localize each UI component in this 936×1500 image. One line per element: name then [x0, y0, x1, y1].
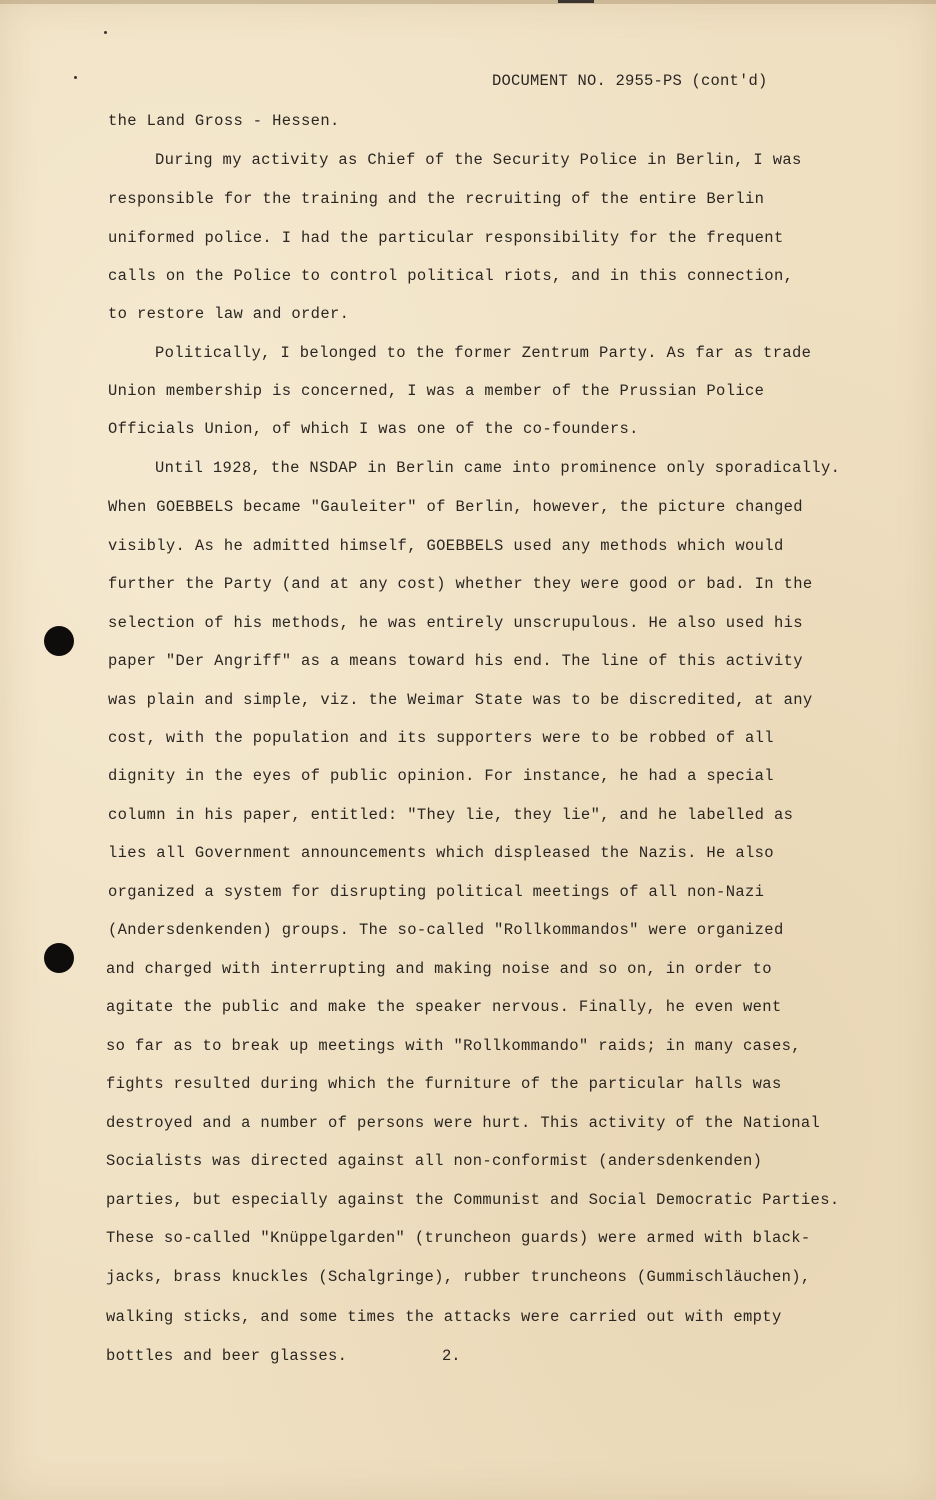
body-line: dignity in the eyes of public opinion. For instance, he had a special — [108, 767, 774, 785]
body-line: bottles and beer glasses. — [106, 1347, 348, 1365]
body-line: lies all Government announcements which displeased the Nazis. He also — [108, 844, 774, 862]
top-tick-mark — [558, 0, 594, 3]
punch-hole — [44, 943, 74, 973]
body-line: so far as to break up meetings with "Rollkommando" raids; in many cases, — [106, 1037, 801, 1055]
body-line: paper "Der Angriff" as a means toward his end. The line of this activity — [108, 652, 803, 670]
body-line: jacks, brass knuckles (Schalgringe), rubber truncheons (Gummischläuchen), — [106, 1268, 811, 1286]
page-number: 2. — [442, 1347, 461, 1365]
body-line: walking sticks, and some times the attacks were carried out with empty — [106, 1308, 782, 1326]
body-line: destroyed and a number of persons were hurt. This activity of the National — [106, 1114, 821, 1132]
body-line: Politically, I belonged to the former Zentrum Party. As far as trade — [155, 344, 812, 362]
body-line: was plain and simple, viz. the Weimar State was to be discredited, at any — [108, 691, 813, 709]
body-line: selection of his methods, he was entirely unscrupulous. He also used his — [108, 614, 803, 632]
body-line: organized a system for disrupting political meetings of all non-Nazi — [108, 883, 765, 901]
body-line: responsible for the training and the recruiting of the entire Berlin — [108, 190, 765, 208]
body-line: fights resulted during which the furniture of the particular halls was — [106, 1075, 782, 1093]
body-line: agitate the public and make the speaker nervous. Finally, he even went — [106, 998, 782, 1016]
punch-hole — [44, 626, 74, 656]
body-line: cost, with the population and its supporters were to be robbed of all — [108, 729, 774, 747]
body-line: (Andersdenkenden) groups. The so-called "Rollkommandos" were organized — [108, 921, 784, 939]
body-line: visibly. As he admitted himself, GOEBBELS used any methods which would — [108, 537, 784, 555]
body-line: Until 1928, the NSDAP in Berlin came into prominence only sporadically. — [155, 459, 841, 477]
body-line: and charged with interrupting and making noise and so on, in order to — [106, 960, 772, 978]
body-line: parties, but especially against the Communist and Social Democratic Parties. — [106, 1191, 840, 1209]
page-top-edge — [0, 0, 936, 4]
body-line: calls on the Police to control political riots, and in this connection, — [108, 267, 794, 285]
body-line: Officials Union, of which I was one of the co-founders. — [108, 420, 639, 438]
ink-speck — [104, 31, 107, 34]
body-line: These so-called "Knüppelgarden" (truncheon guards) were armed with black- — [106, 1229, 811, 1247]
document-number: DOCUMENT NO. 2955-PS (cont'd) — [492, 72, 768, 90]
ink-speck — [74, 76, 77, 79]
body-line: Union membership is concerned, I was a member of the Prussian Police — [108, 382, 765, 400]
body-line: the Land Gross - Hessen. — [108, 112, 340, 130]
body-line: further the Party (and at any cost) whether they were good or bad. In the — [108, 575, 813, 593]
body-line: When GOEBBELS became "Gauleiter" of Berlin, however, the picture changed — [108, 498, 803, 516]
body-line: to restore law and order. — [108, 305, 350, 323]
body-line: During my activity as Chief of the Security Police in Berlin, I was — [155, 151, 802, 169]
body-line: Socialists was directed against all non-conformist (andersdenkenden) — [106, 1152, 763, 1170]
body-line: column in his paper, entitled: "They lie, they lie", and he labelled as — [108, 806, 794, 824]
body-line: uniformed police. I had the particular responsibility for the frequent — [108, 229, 784, 247]
